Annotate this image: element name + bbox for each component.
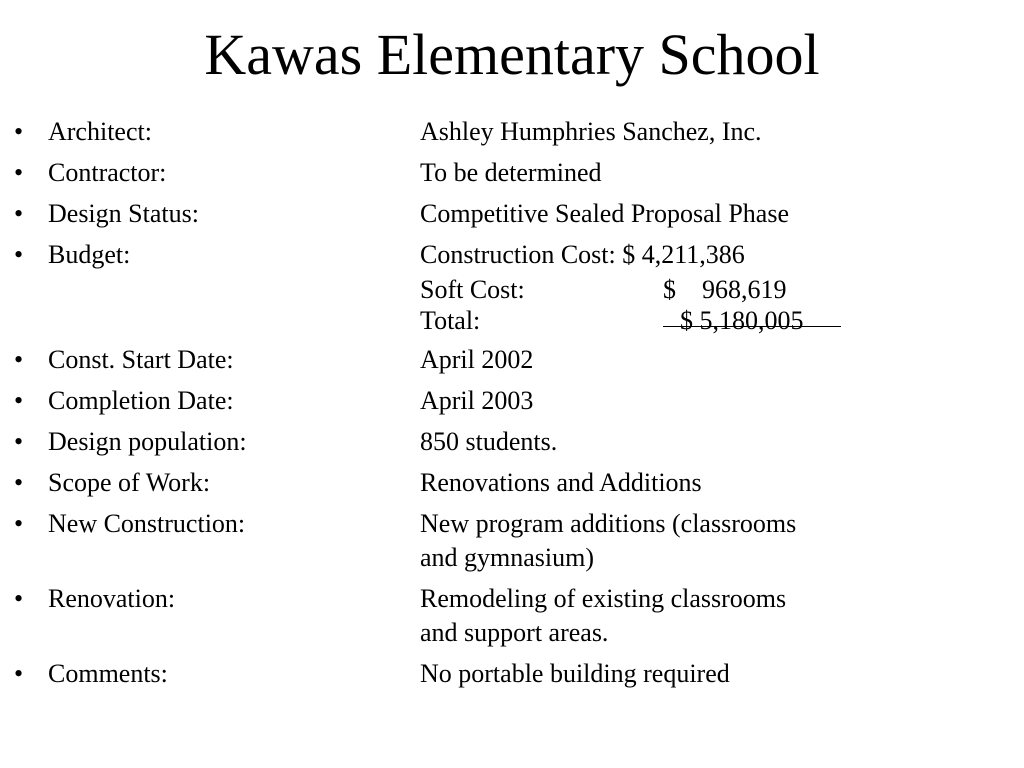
- list-item-design-status: [0, 197, 1024, 231]
- strike-line: [663, 326, 841, 327]
- list-item-budget: [0, 238, 1024, 336]
- contractor-value: To be determined: [420, 158, 602, 187]
- budget-label: Budget:: [48, 240, 131, 269]
- soft-cost-label: Soft Cost:: [420, 275, 525, 304]
- list-item-completion-date: [0, 384, 1024, 418]
- new-construction-line-1: New program additions (classrooms: [420, 509, 797, 538]
- total-value-wrap: [663, 305, 804, 336]
- bullet-icon: •: [14, 509, 24, 538]
- start-date-label: Const. Start Date:: [48, 345, 234, 374]
- construction-cost: Construction Cost: $ 4,211,386: [420, 240, 745, 269]
- scope-label: Scope of Work:: [48, 468, 211, 497]
- slide-title: Kawas Elementary School: [204, 22, 820, 87]
- list-item-architect: [0, 115, 1024, 149]
- design-population-label: Design population:: [48, 427, 247, 456]
- total-label: Total:: [420, 306, 481, 335]
- new-construction-label: New Construction:: [48, 509, 246, 538]
- comments-value: No portable building required: [420, 659, 730, 688]
- architect-value: Ashley Humphries Sanchez, Inc.: [420, 117, 762, 146]
- contractor-label: Contractor:: [48, 158, 167, 187]
- design-population-value: 850 students.: [420, 427, 558, 456]
- total-row: [420, 305, 900, 336]
- list-item-start-date: [0, 343, 1024, 377]
- design-status-value: Competitive Sealed Proposal Phase: [420, 199, 790, 228]
- bullet-icon: •: [14, 240, 24, 269]
- bullet-icon: •: [14, 117, 24, 146]
- soft-cost-row: [420, 274, 900, 305]
- new-construction-line-2: and gymnasium): [420, 543, 595, 572]
- scope-value: Renovations and Additions: [420, 468, 702, 497]
- renovation-line-1: Remodeling of existing classrooms: [420, 584, 787, 613]
- soft-cost-value: $ 968,619: [663, 275, 787, 304]
- bullet-icon: •: [14, 386, 24, 415]
- bullet-icon: •: [14, 468, 24, 497]
- bullet-icon: •: [14, 659, 24, 688]
- bullet-icon: •: [14, 199, 24, 228]
- list-item-comments: [0, 657, 1024, 691]
- architect-label: Architect:: [48, 117, 152, 146]
- project-facts-list: [0, 115, 1024, 698]
- list-item-new-construction: [0, 507, 1024, 575]
- renovation-value: [420, 582, 900, 650]
- renovation-line-2: and support areas.: [420, 618, 609, 647]
- completion-date-label: Completion Date:: [48, 386, 234, 415]
- budget-breakdown: [420, 274, 900, 336]
- bullet-icon: •: [14, 345, 24, 374]
- renovation-label: Renovation:: [48, 584, 176, 613]
- list-item-design-population: [0, 425, 1024, 459]
- list-item-scope: [0, 466, 1024, 500]
- new-construction-value: [420, 507, 900, 575]
- completion-date-value: April 2003: [420, 386, 534, 415]
- budget-value: [420, 238, 900, 336]
- start-date-value: April 2002: [420, 345, 534, 374]
- design-status-label: Design Status:: [48, 199, 199, 228]
- list-item-renovation: [0, 582, 1024, 650]
- bullet-icon: •: [14, 427, 24, 456]
- list-item-contractor: [0, 156, 1024, 190]
- bullet-icon: •: [14, 158, 24, 187]
- comments-label: Comments:: [48, 659, 168, 688]
- bullet-icon: •: [14, 584, 24, 613]
- total-value: $ 5,180,005: [680, 306, 804, 335]
